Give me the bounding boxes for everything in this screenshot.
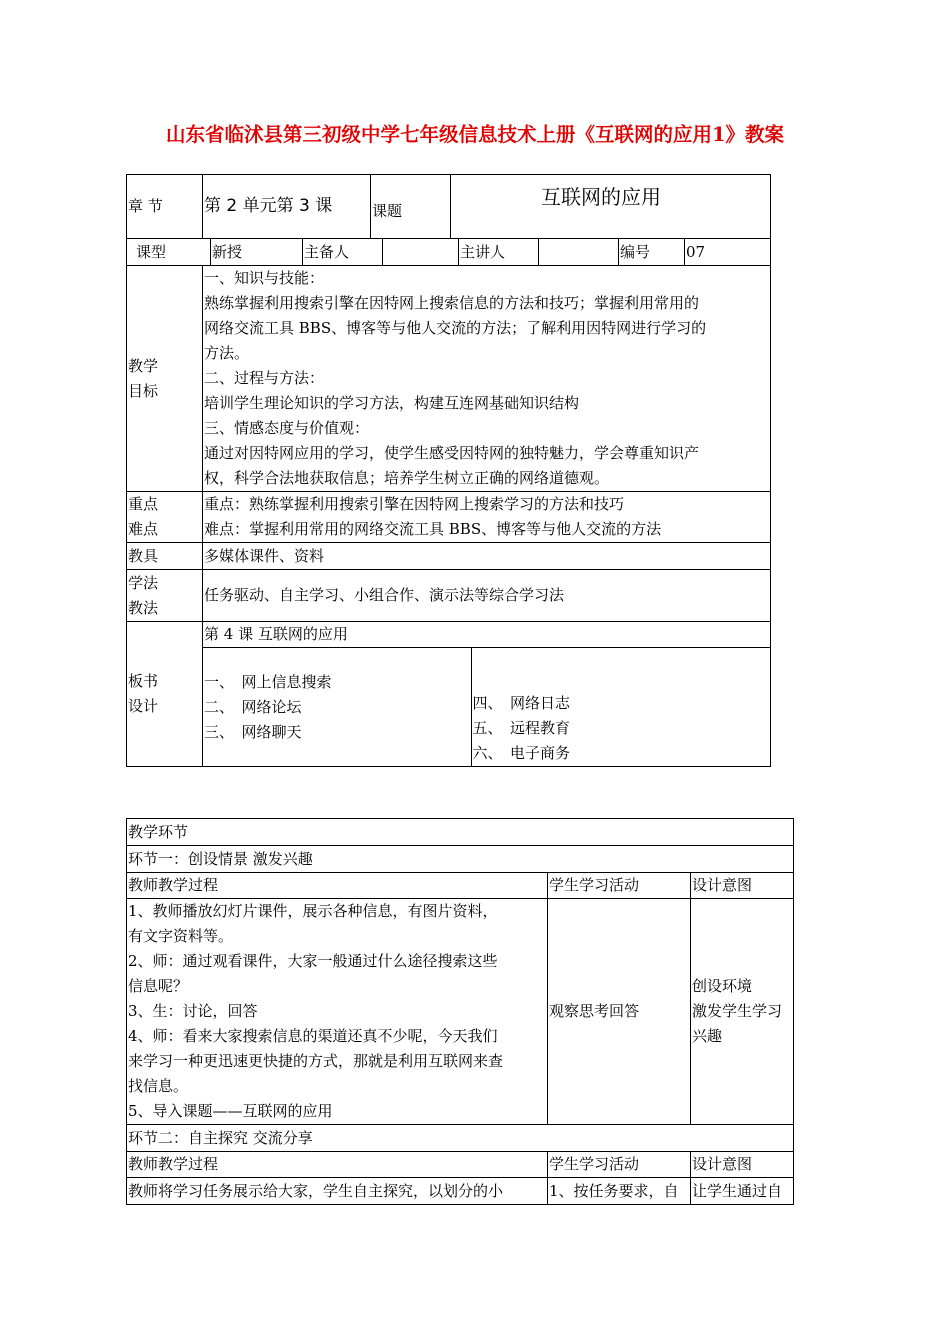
preparer-label: 主备人 bbox=[303, 239, 383, 266]
type-label: 课型 bbox=[127, 239, 211, 266]
goals-label-line2: 目标 bbox=[128, 381, 159, 400]
goals-line: 一、知识与技能： bbox=[204, 269, 325, 287]
board-label bbox=[127, 622, 203, 767]
intent-line: 激发学生学习 bbox=[692, 1002, 783, 1020]
goals-line: 通过对因特网应用的学习，使学生感受因特网的独特魅力，学会尊重知识产 bbox=[204, 444, 700, 462]
document-title: 山东省临沭县第三初级中学七年级信息技术上册《互联网的应用1》教案 bbox=[165, 123, 785, 146]
key-points-label-line2: 难点 bbox=[128, 520, 159, 538]
col-student-header: 学生学习活动 bbox=[548, 1152, 691, 1178]
stage1-teacher-process bbox=[127, 899, 548, 1125]
teaching-process-table bbox=[126, 818, 794, 1205]
goals-content bbox=[203, 266, 771, 492]
col-intent-header: 设计意图 bbox=[691, 1152, 794, 1178]
goals-label-line1: 教学 bbox=[128, 356, 159, 375]
board-content bbox=[203, 622, 771, 767]
lesson-detail-table bbox=[126, 265, 771, 767]
methods-label-line1: 学法 bbox=[128, 573, 159, 592]
goals-line: 熟练掌握利用搜索引擎在因特网上搜索信息的方法和技巧；掌握利用常用的 bbox=[204, 294, 700, 312]
process-line: 来学习一种更迅速更快捷的方式，那就是利用互联网来查 bbox=[128, 1052, 504, 1070]
col-teacher-header: 教师教学过程 bbox=[127, 873, 548, 899]
lesson-value: 互联网的应用 bbox=[451, 175, 771, 239]
intent-line: 兴趣 bbox=[692, 1027, 723, 1045]
goals-line: 三、情感态度与价值观： bbox=[204, 419, 370, 437]
process-line: 有文字资料等。 bbox=[128, 927, 234, 945]
lesson-label: 课题 bbox=[371, 175, 451, 239]
goals-line: 二、过程与方法： bbox=[204, 369, 325, 387]
board-item: 一、 网上信息搜索 bbox=[204, 673, 332, 691]
board-item: 六、 电子商务 bbox=[472, 744, 571, 762]
number-value: 07 bbox=[685, 239, 771, 266]
key-points-label-line1: 重点 bbox=[128, 495, 159, 513]
goals-line: 培训学生理论知识的学习方法，构建互连网基础知识结构 bbox=[204, 394, 580, 412]
stage2-student-activity: 1、按任务要求，自 bbox=[548, 1178, 691, 1205]
board-item: 二、 网络论坛 bbox=[204, 698, 302, 716]
board-left-column bbox=[203, 648, 471, 766]
intent-line: 创设环境 bbox=[692, 977, 753, 995]
stage2-design-intent: 让学生通过自 bbox=[691, 1178, 794, 1205]
col-teacher-header: 教师教学过程 bbox=[127, 1152, 548, 1178]
stage1-design-intent bbox=[691, 899, 794, 1125]
board-item: 五、 远程教育 bbox=[472, 719, 571, 737]
board-heading: 第 4 课 互联网的应用 bbox=[203, 622, 770, 648]
stage1-student-activity: 观察思考回答 bbox=[548, 899, 691, 1125]
key-point: 重点：熟练掌握利用搜索引擎在因特网上搜索学习的方法和技巧 bbox=[204, 495, 625, 513]
process-line: 3、生：讨论，回答 bbox=[128, 1002, 258, 1020]
board-columns bbox=[203, 648, 771, 766]
process-line: 2、师：通过观看课件，大家一般通过什么途径搜索这些 bbox=[128, 952, 498, 970]
key-points-content bbox=[203, 492, 771, 543]
stage2-title: 环节二：自主探究 交流分享 bbox=[127, 1125, 794, 1152]
board-right-column bbox=[471, 648, 771, 766]
col-intent-header: 设计意图 bbox=[691, 873, 794, 899]
goals-label bbox=[127, 266, 203, 492]
type-value: 新授 bbox=[211, 239, 303, 266]
board-item: 四、 网络日志 bbox=[472, 694, 571, 712]
goals-line: 方法。 bbox=[204, 344, 250, 362]
chapter-label: 章 节 bbox=[127, 175, 203, 239]
lesson-info-table bbox=[126, 174, 771, 239]
stage2-teacher-process: 教师将学习任务展示给大家，学生自主探究，以划分的小 bbox=[127, 1178, 548, 1205]
tools-value: 多媒体课件、资料 bbox=[203, 543, 771, 570]
board-label-line1: 板书 bbox=[128, 672, 159, 690]
methods-label bbox=[127, 570, 203, 622]
process-line: 4、师：看来大家搜索信息的渠道还真不少呢，今天我们 bbox=[128, 1027, 498, 1045]
speaker-label: 主讲人 bbox=[459, 239, 539, 266]
methods-value: 任务驱动、自主学习、小组合作、演示法等综合学习法 bbox=[203, 570, 771, 622]
goals-line: 权，科学合法地获取信息；培养学生树立正确的网络道德观。 bbox=[204, 469, 610, 487]
speaker-value bbox=[539, 239, 619, 266]
tools-label: 教具 bbox=[127, 543, 203, 570]
key-points-label bbox=[127, 492, 203, 543]
chapter-value: 第 2 单元第 3 课 bbox=[203, 175, 371, 239]
process-line: 信息呢？ bbox=[128, 977, 189, 995]
board-item: 三、 网络聊天 bbox=[204, 723, 302, 741]
number-label: 编号 bbox=[619, 239, 685, 266]
board-label-line2: 设计 bbox=[128, 697, 159, 715]
difficult-point: 难点：掌握利用常用的网络交流工具 BBS、博客等与他人交流的方法 bbox=[204, 520, 662, 538]
process-section-label: 教学环节 bbox=[127, 819, 794, 846]
goals-line: 网络交流工具 BBS、博客等与他人交流的方法；了解利用因特网进行学习的 bbox=[204, 319, 707, 337]
col-student-header: 学生学习活动 bbox=[548, 873, 691, 899]
process-line: 找信息。 bbox=[128, 1077, 189, 1095]
stage1-title: 环节一：创设情景 激发兴趣 bbox=[127, 846, 794, 873]
process-line: 5、导入课题——互联网的应用 bbox=[128, 1102, 333, 1120]
meta-table bbox=[126, 238, 771, 266]
process-line: 1、教师播放幻灯片课件，展示各种信息，有图片资料， bbox=[128, 902, 498, 920]
methods-label-line2: 教法 bbox=[128, 598, 159, 617]
preparer-value bbox=[383, 239, 459, 266]
